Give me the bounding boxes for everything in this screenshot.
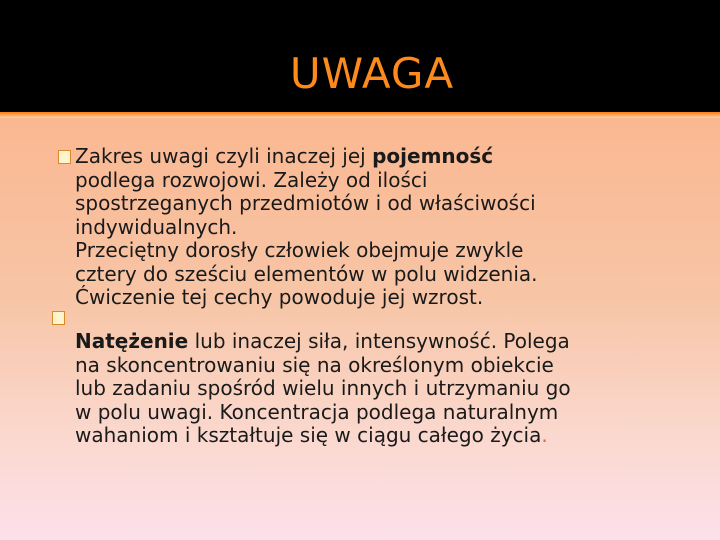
bullet-paragraph-intensity: [75, 330, 571, 448]
paragraph-line: lub zadaniu spośród wielu innych i utrzymaniu go: [75, 376, 571, 400]
paragraph-line: cztery do sześciu elementów w polu widzenia.: [75, 261, 538, 286]
slide-title: UWAGA: [289, 49, 455, 98]
paragraph-line: na skoncentrowaniu się na określonym obiekcie: [75, 352, 554, 377]
trailing-period: .: [541, 423, 548, 447]
paragraph-line: podlega rozwojowi. Zależy od ilości: [75, 167, 428, 192]
paragraph-line: Natężenie lub inaczej siła, intensywność. Polega: [75, 329, 570, 353]
paragraph-line: spostrzeganych przedmiotów i od właściwości: [75, 191, 536, 215]
term-capacity: pojemność: [372, 144, 494, 168]
paragraph-line: w polu uwagi. Koncentracja podlega naturalnym: [75, 399, 559, 424]
paragraph-line: Ćwiczenie tej cechy powoduje jej wzrost.: [75, 285, 484, 309]
paragraph-line: indywidualnych.: [75, 214, 238, 239]
paragraph-line: Przeciętny dorosły człowiek obejmuje zwykle: [75, 238, 524, 262]
square-bullet-icon: [58, 150, 71, 164]
paragraph-line: wahaniom i kształtuje się w ciągu całego życia.: [75, 423, 548, 447]
term-intensity: Natężenie: [75, 329, 189, 353]
bullet-paragraph-capacity: [75, 145, 538, 310]
title-bar: [0, 0, 720, 112]
paragraph-line: Zakres uwagi czyli inaczej jej pojemność: [75, 144, 494, 168]
header-accent-line: [0, 112, 720, 118]
square-bullet-icon: [52, 311, 65, 325]
